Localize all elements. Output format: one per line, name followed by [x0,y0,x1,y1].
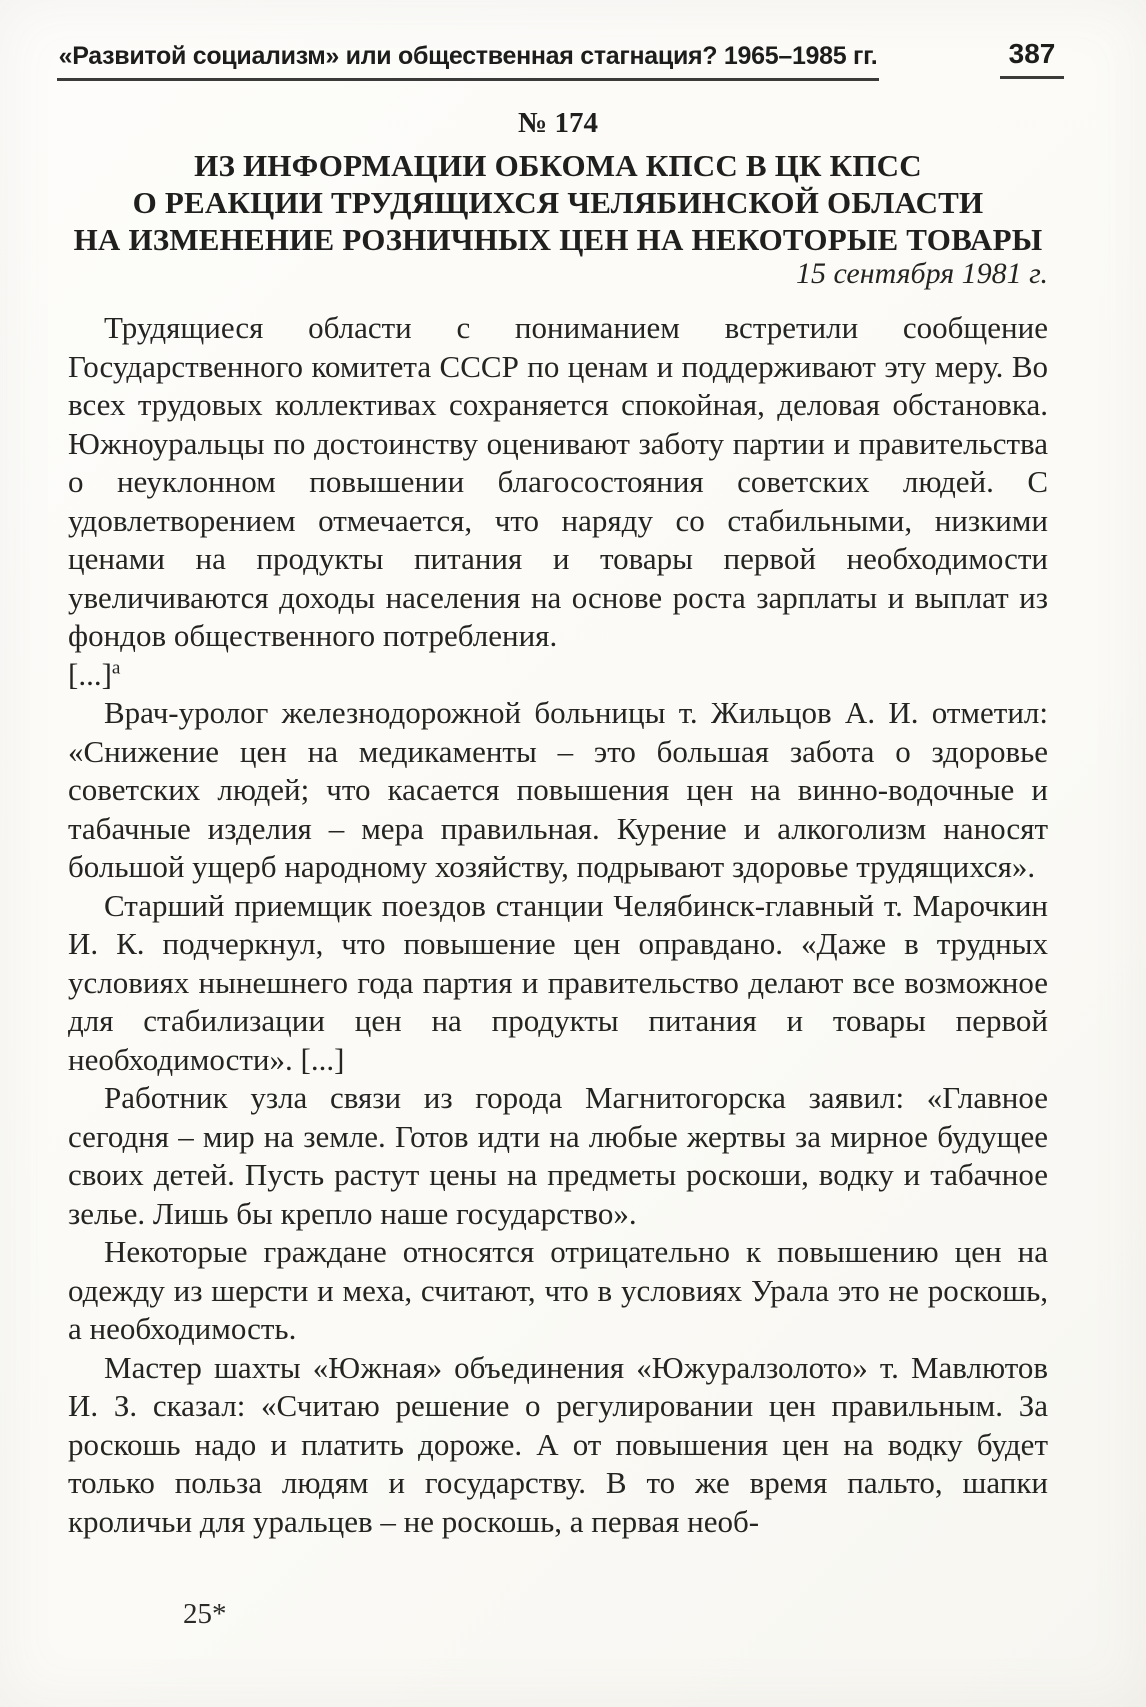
paragraph: Врач-уролог железнодорожной больницы т. Жильцов А. И. отметил: «Снижение цен на медикаменты – это большая забота о здоровье советских людей; что касается повышения цен на винно-водочные и табачные изделия – мера правильная. Курение и алкоголизм наносят большой ущерб народному хозяйству, подрывают здоровье трудящихся». [68,695,1048,884]
omission-marker [68,656,1048,695]
running-head-title: «Развитой социализм» или общественная стагнация? 1965–1985 гг. [58,42,878,70]
omission-brackets: [...] [68,656,112,692]
paragraph: Некоторые граждане относятся отрицательно к повышению цен на одежду из шерсти и меха, считают, что в условиях Урала это не роскошь, а необходимость. [68,1234,1048,1346]
page-number: 387 [1000,38,1064,79]
document-title-line-2: О РЕАКЦИИ ТРУДЯЩИХСЯ ЧЕЛЯБИНСКОЙ ОБЛАСТИ [132,185,984,220]
paragraph: Старший приемщик поездов станции Челябинск-главный т. Марочкин И. К. подчеркнул, что повышение цен оправдано. «Даже в трудных условиях нынешнего года партия и правительство делают все возможное для стабилизации цен на продукты питания и товары первой необходимости». [...] [68,887,1048,1077]
footnote-mark: а [111,657,121,679]
running-head [57,42,879,81]
document-body [68,309,1048,1541]
document-number: № 174 [518,107,598,139]
paragraph: Мастер шахты «Южная» объединения «Южуралзолото» т. Мавлютов И. З. сказал: «Считаю решение о регулировании цен правильным. За роскошь надо и платить дороже. А от повышения цен на водку будет только польза людям и государству. В то же время пальто, шапки кроличьи для уральцев – не роскошь, а первая необ- [68,1349,1048,1539]
document-title-line-1: ИЗ ИНФОРМАЦИИ ОБКОМА КПСС В ЦК КПСС [194,148,922,183]
paragraph: Трудящиеся области с пониманием встретили сообщение Государственного комитета СССР по ценам и поддерживают эту меру. Во всех трудовых коллективах сохраняется спокойная, деловая обстановка. Южноуральцы по достоинству оценивают заботу партии и правительства о неуклонном повышении благосостояния советских людей. С удовлетворением отмечается, что наряду со стабильными, низкими ценами на продукты питания и товары первой необходимости увеличиваются доходы населения на основе роста зарплаты и выплат из фондов общественного потребления. [68,310,1048,653]
document-title-line-3: НА ИЗМЕНЕНИЕ РОЗНИЧНЫХ ЦЕН НА НЕКОТОРЫЕ ТОВАРЫ [73,222,1043,257]
paragraph: Работник узла связи из города Магнитогорска заявил: «Главное сегодня – мир на земле. Готов идти на любые жертвы за мирное будущее своих детей. Пусть растут цены на предметы роскоши, водку и табачное зелье. Лишь бы крепло наше государство». [68,1080,1048,1231]
document-date: 15 сентября 1981 г. [795,257,1048,290]
document-title [48,147,1068,258]
signature-mark: 25* [183,1598,227,1630]
